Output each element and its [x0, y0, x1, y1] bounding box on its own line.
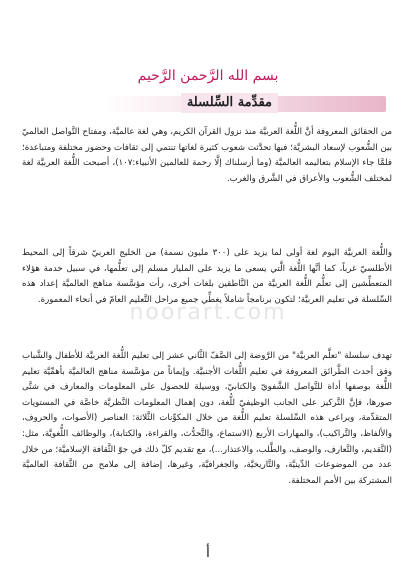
section-heading: [30, 93, 386, 113]
section-title: مقدِّمة السِّلسلة: [181, 93, 278, 113]
page-number: أ: [206, 545, 210, 561]
paragraph-intro: من الحقائق المعروفة أنَّ اللُّغة العربيَّة منذ نزول القرآن الكريم، وهي لغة عالميَّة، ومفتاح التَّواصل العالميّ بين الشُّعوب لإسعاد البشريَّة؛ فبها تحدَّثت شعوب كثيرة لغاتها تنتمي إلى ثقافات وحضور مختلفة ومتباعدة؛ فلمَّا جاء الإسلام بتعاليمه العالميَّة (وما أرسلناك إلَّا رحمة للعالمين الأنبياء:١٠٧)، أصبحت اللُّغة العربيَّة لغة لمختلف الشُّعوب والأعراق في الشَّرق والغرب.: [22, 127, 392, 184]
paragraph-series-goals: تهدف سلسلة "تعلَّم العربيَّة" من الرَّوضة إلى الصَّفّ الثَّاني عشر إلى تعليم اللُّغة العربيَّة للأطفال والشَّباب وفق أحدث الطَّرائق المعروفة في تعليم اللُّغات الأجنبيَّة. وإيماناً من مؤسَّسة مناهج العالميَّة بأهمِّيَّة تعليم اللُّغة بوصفها أداة للتَّواصل الشَّفويّ والكتابيّ، ووسيلة للحصول على المعلومات والمعارف في شتَّى صورها، فإنَّ التَّركيز على الجانب الوظيفيّ للُّغة، دون إهمال المعلومات النَّظريَّة خاصَّة في المستويات المتقدِّمة، ويراعى هذه السِّلسلة تعليم اللُّغة من خلال المكوِّنات الثَّلاثة: العناصر (الأصوات، والحروف، والألفاظ، والتَّراكيب)، والمهارات الأربع (الاستماع، والتَّحدُّث، والقراءة، والكتابة)، والوظائف اللُّغويَّة، مثل: (التَّقديم، والتَّعارف، والوصف، والطَّلب، والاعتذار...)، مع تقديم كلّ ذلك في جوّ الثَّقافة الإسلاميَّة؛ من خلال عدد من الموضوعات الدِّينيَّة، والتَّاريخيَّة، والجغرافيَّة، وغيرها، إضافة إلى ملامح من الثَّقافة العالميَّة المشتركة بين الأمم المختلفة.: [22, 351, 392, 486]
paragraph-arabic-today: واللُّغة العربيَّة اليوم لغة أولى لما يزيد على (٣٠٠ مليون نسمة) من الخليج العربيّ شرقاً إلى المحيط الأطلسيّ غرباً، كما أنَّها اللُّغة الَّتي يسعى ما يزيد على المليار مسلم إلى تعلُّمها، في سبيل خدمة هؤلاء المتعطِّشين إلى تعلُّم اللُّغة العربيَّة من النَّاطقين بلغات أخرى، رأت مؤسَّسة مناهج العالميَّة إعداد هذه السِّلسلة في تعليم العربيَّة؛ لتكون برنامجاً شاملاً يغطِّي جميع مراحل التَّعليم العامّ في أنحاء المعمورة.: [22, 248, 393, 305]
bismillah-heading: بسم الله الرَّحمن الرَّحيم: [137, 68, 279, 84]
watermark-logo: noorart.com: [129, 300, 287, 325]
